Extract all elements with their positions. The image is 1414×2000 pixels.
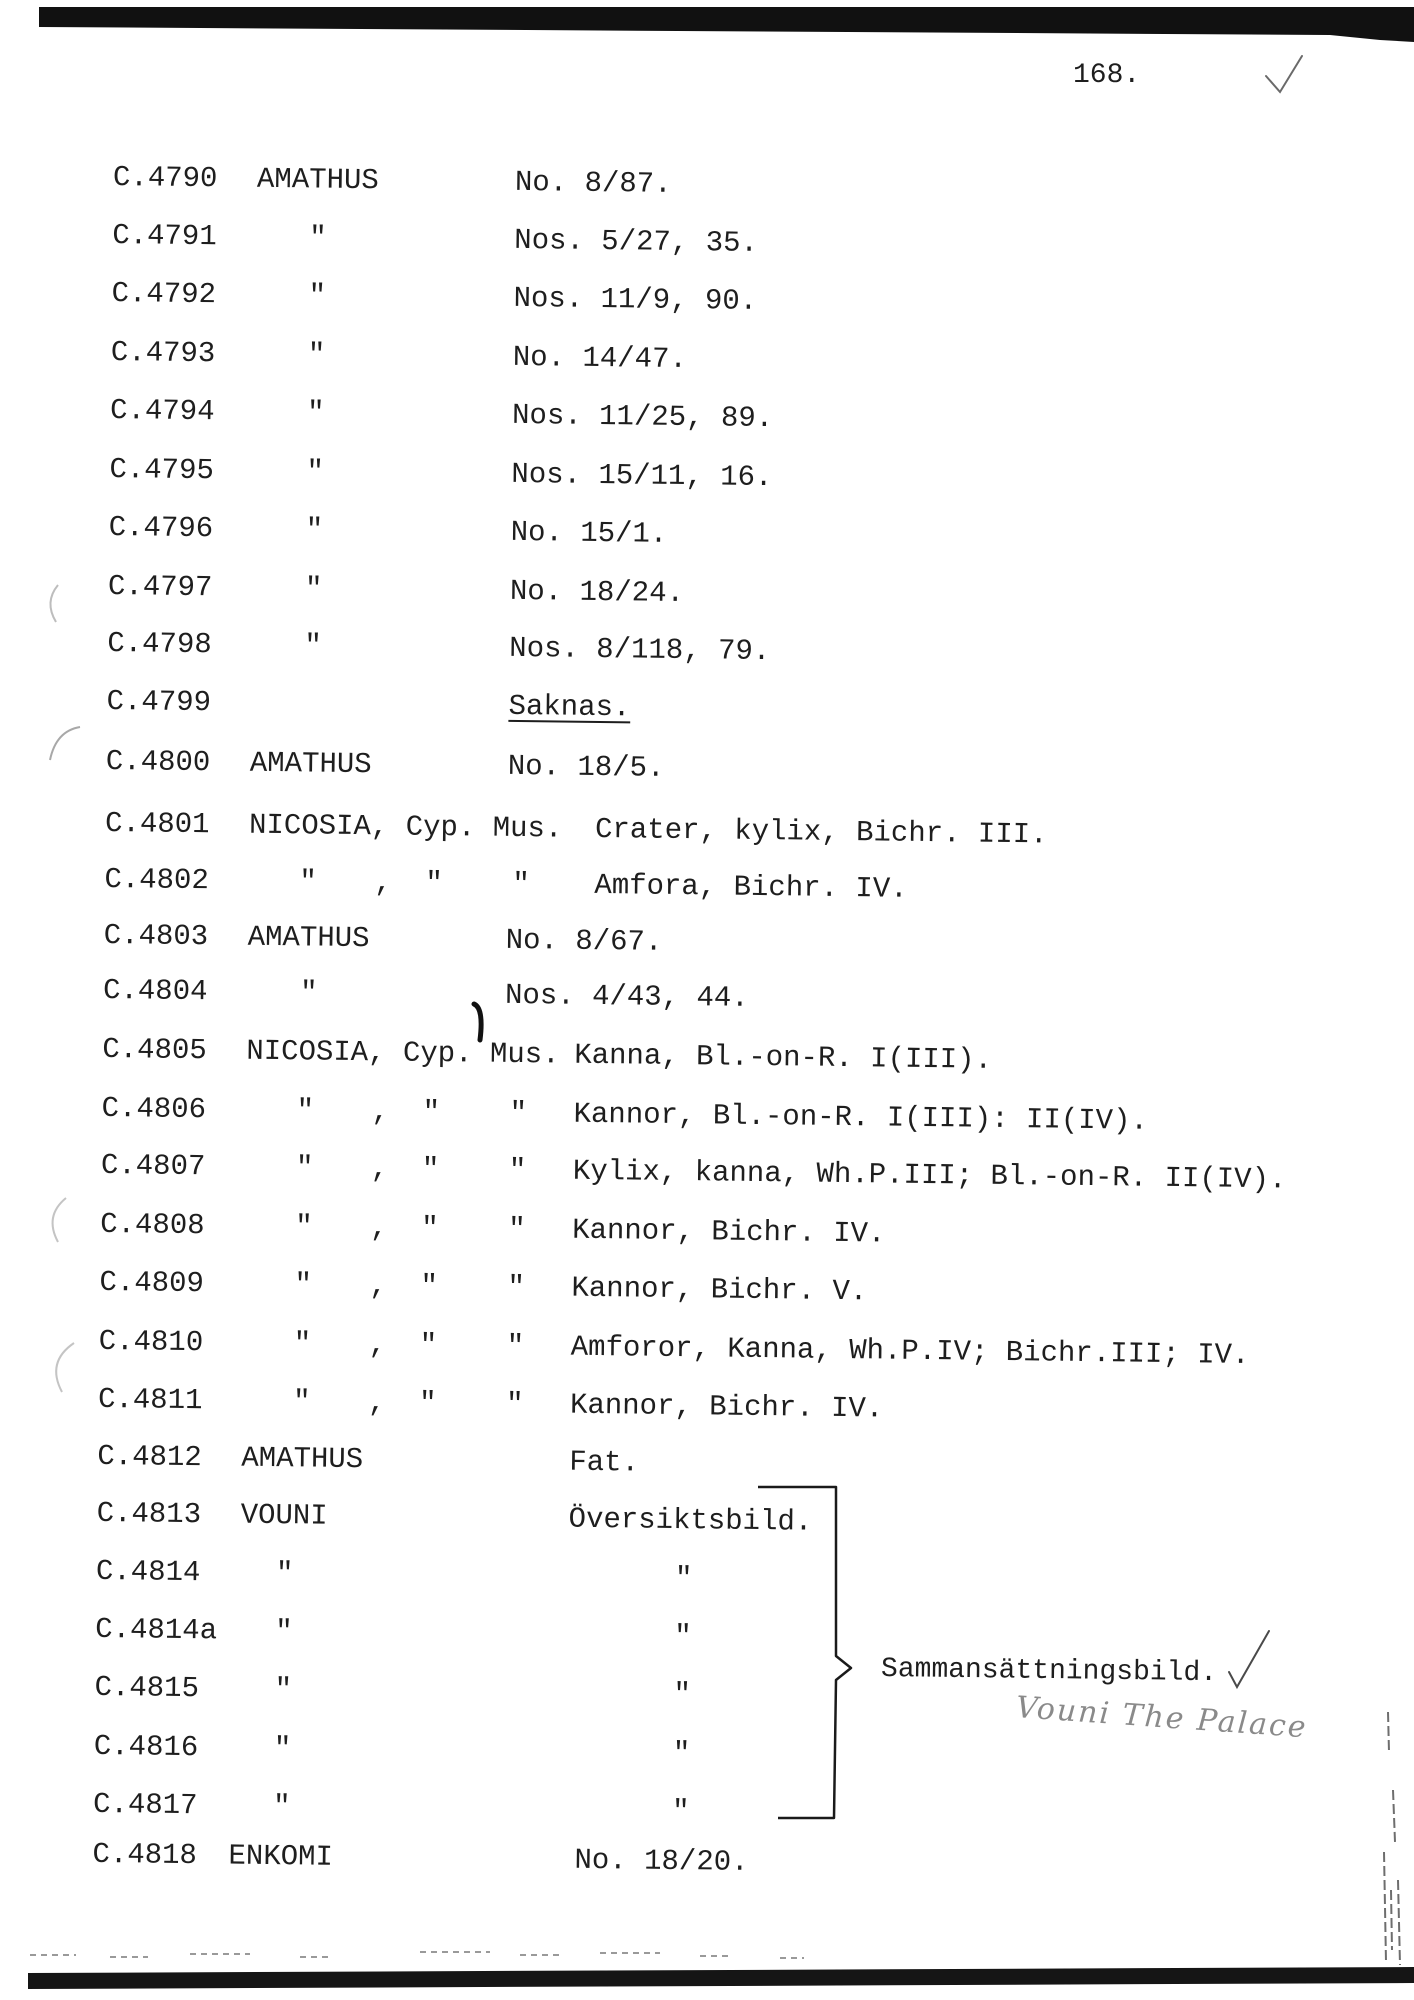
group-note: Sammansättningsbild. — [880, 1654, 1218, 1690]
ditto-mark: " — [274, 1673, 293, 1707]
ditto-comma: , — [374, 866, 393, 900]
ditto-mark: " — [422, 1095, 441, 1130]
catalog-row — [0, 1554, 1303, 1604]
catalog-number: C.4795 — [109, 452, 215, 488]
catalog-row — [0, 626, 1314, 676]
ditto-mark: " — [671, 1794, 690, 1829]
ditto-mark: " — [507, 1212, 526, 1247]
ditto-mark: " — [306, 455, 325, 489]
ditto-mark: " — [294, 1210, 313, 1244]
ditto-mark: " — [674, 1561, 693, 1596]
catalog-number: C.4800 — [105, 744, 211, 780]
ditto-mark: " — [272, 1790, 291, 1824]
entry-description: Amfora, Bichr. IV. — [594, 868, 908, 906]
ditto-comma: , — [368, 1328, 387, 1362]
handwritten-note: Vouni The Palace — [1014, 1690, 1309, 1746]
ditto-mark: " — [273, 1732, 292, 1766]
site-name: ENKOMI — [228, 1839, 334, 1874]
ditto-mark: " — [309, 221, 327, 255]
catalog-row — [0, 806, 1312, 856]
catalog-number: C.4803 — [103, 918, 209, 954]
ditto-mark: " — [294, 1268, 313, 1302]
ditto-comma: , — [371, 1095, 390, 1129]
ditto-mark: " — [304, 572, 323, 606]
ditto-mark: " — [308, 279, 327, 313]
ditto-mark: " — [275, 1557, 294, 1591]
entry-description: Nos. 15/11, 16. — [511, 457, 773, 495]
ditto-mark: " — [509, 1096, 528, 1131]
entry-description: Kannor, Bl.-on-R. I(III): II(IV). — [573, 1097, 1149, 1138]
catalog-number: C.4790 — [112, 161, 218, 196]
catalog-number: C.4811 — [97, 1382, 203, 1418]
ditto-mark: " — [506, 1329, 525, 1364]
ditto-mark: " — [418, 1386, 437, 1421]
catalog-row — [0, 1148, 1308, 1198]
entry-description: No. 15/1. — [510, 515, 668, 551]
catalog-row — [0, 1091, 1309, 1141]
catalog-row — [0, 862, 1312, 912]
ditto-mark: " — [505, 1387, 524, 1422]
entry-description: Kannor, Bichr. IV. — [569, 1388, 884, 1426]
catalog-row — [0, 452, 1317, 502]
catalog-row — [0, 160, 1320, 210]
catalog-row — [0, 744, 1313, 794]
catalog-number: C.4796 — [108, 510, 214, 546]
catalog-row — [0, 1786, 1300, 1836]
ditto-comma: , — [367, 1386, 386, 1420]
entry-description: Kannor, Bichr. IV. — [571, 1213, 886, 1251]
site-name: AMATHUS — [249, 746, 372, 782]
catalog-row — [0, 1836, 1300, 1886]
catalog-number: C.4802 — [104, 862, 210, 898]
ditto-mark: " — [306, 396, 325, 430]
catalog-number: C.4798 — [107, 626, 212, 662]
ditto-mark: " — [420, 1269, 439, 1304]
ditto-mark: " — [419, 1328, 438, 1363]
entry-description: Kylix, kanna, Wh.P.III; Bl.-on-R. II(IV). — [572, 1154, 1287, 1197]
entry-description: No. 18/24. — [509, 574, 685, 611]
ditto-mark: " — [299, 976, 318, 1010]
catalog-number: C.4818 — [92, 1837, 198, 1873]
catalog-number: C.4793 — [110, 335, 216, 371]
entry-description: Nos. 11/25, 89. — [511, 398, 774, 436]
site-name: VOUNI — [240, 1498, 328, 1533]
ditto-mark: " — [299, 865, 318, 899]
ditto-mark: " — [674, 1619, 692, 1654]
ditto-mark: " — [307, 338, 326, 372]
right-edge-noise — [1384, 1712, 1400, 1965]
page-number: 168. — [1073, 60, 1141, 91]
entry-description: Nos. 11/9, 90. — [513, 281, 758, 318]
catalog-row — [0, 1439, 1304, 1489]
catalog-row — [0, 218, 1319, 268]
catalog-row — [0, 918, 1311, 968]
catalog-number: C.4804 — [102, 973, 208, 1009]
catalog-row — [0, 1265, 1307, 1315]
catalog-number: C.4817 — [92, 1787, 198, 1823]
entry-description: Översiktsbild. — [568, 1502, 813, 1539]
catalog-row — [0, 1612, 1302, 1662]
entry-description: Kannor, Bichr. V. — [571, 1271, 868, 1309]
catalog-row — [0, 1324, 1306, 1374]
catalog-row — [0, 1496, 1304, 1546]
catalog-number: C.4810 — [98, 1324, 204, 1360]
ditto-mark: " — [673, 1677, 692, 1712]
ditto-comma: , — [370, 1152, 389, 1186]
site-name: AMATHUS — [241, 1441, 364, 1477]
entry-description: Fat. — [569, 1445, 640, 1480]
catalog-row — [0, 1207, 1307, 1257]
ditto-mark: " — [672, 1736, 691, 1771]
catalog-number: C.4792 — [111, 276, 217, 312]
entry-description: Crater, kylix, Bichr. III. — [594, 812, 1048, 852]
ditto-comma: , — [369, 1211, 388, 1245]
catalog-number: C.4797 — [107, 569, 213, 605]
catalog-number: C.4806 — [101, 1091, 207, 1127]
site-name: AMATHUS — [256, 162, 380, 198]
ditto-mark: " — [305, 513, 324, 547]
catalog-number: C.4805 — [102, 1032, 207, 1068]
catalog-row — [0, 335, 1318, 385]
missing-note: Saknas. — [508, 689, 631, 725]
catalog-number: C.4801 — [104, 806, 210, 842]
catalog-row — [0, 684, 1314, 734]
catalog-number: C.4816 — [93, 1729, 199, 1765]
entry-description: Kanna, Bl.-on-R. I(III). — [574, 1038, 993, 1077]
catalog-number: C.4812 — [97, 1439, 202, 1475]
entry-description: Nos. 5/27, 35. — [514, 223, 759, 260]
catalog-number: C.4808 — [100, 1207, 205, 1243]
entry-description: No. 18/20. — [574, 1843, 749, 1879]
catalog-row — [0, 1729, 1301, 1779]
catalog-number: C.4814a — [95, 1612, 218, 1648]
catalog-row — [0, 569, 1315, 619]
site-name: NICOSIA, Cyp. Mus. — [248, 808, 563, 846]
ditto-mark: " — [295, 1151, 314, 1185]
catalog-number: C.4809 — [99, 1265, 205, 1301]
entry-description: No. 8/67. — [505, 923, 663, 959]
ditto-mark: " — [420, 1211, 439, 1246]
catalog-number: C.4791 — [112, 218, 217, 254]
entry-description: No. 18/5. — [507, 749, 665, 785]
site-name: NICOSIA, Cyp. Mus. — [246, 1034, 560, 1072]
catalog-row — [0, 973, 1310, 1023]
entry-description: Nos. 4/43, 44. — [504, 978, 749, 1015]
ditto-mark: " — [304, 629, 322, 663]
ditto-mark: " — [293, 1327, 312, 1361]
catalog-row — [0, 276, 1319, 326]
ditto-mark: " — [292, 1385, 311, 1419]
ditto-mark: " — [507, 1270, 526, 1305]
ditto-mark: " — [512, 867, 530, 902]
catalog-number: C.4814 — [95, 1554, 201, 1590]
catalog-number: C.4807 — [100, 1148, 206, 1184]
entry-description: Amforor, Kanna, Wh.P.IV; Bichr.III; IV. — [570, 1330, 1250, 1372]
site-name: AMATHUS — [247, 920, 370, 956]
bottom-scan-border — [28, 1967, 1414, 1989]
catalog-number: C.4815 — [94, 1670, 200, 1706]
scan-noise — [30, 1952, 804, 1958]
ditto-mark: " — [425, 866, 444, 901]
catalog-row — [0, 510, 1316, 560]
entry-description: No. 14/47. — [512, 340, 688, 377]
ditto-mark: " — [296, 1094, 315, 1128]
catalog-number: C.4794 — [109, 393, 215, 429]
catalog-row — [0, 1382, 1305, 1432]
ditto-mark: " — [421, 1152, 440, 1187]
entry-description: Nos. 8/118, 79. — [509, 631, 771, 669]
entry-description: No. 8/87. — [514, 165, 672, 201]
catalog-number: C.4813 — [96, 1496, 202, 1532]
catalog-number: C.4799 — [106, 684, 212, 720]
catalog-row — [0, 1032, 1309, 1082]
ditto-mark: " — [275, 1615, 293, 1649]
ditto-mark: " — [508, 1153, 527, 1188]
ditto-comma: , — [369, 1269, 388, 1303]
catalog-row — [0, 393, 1317, 443]
